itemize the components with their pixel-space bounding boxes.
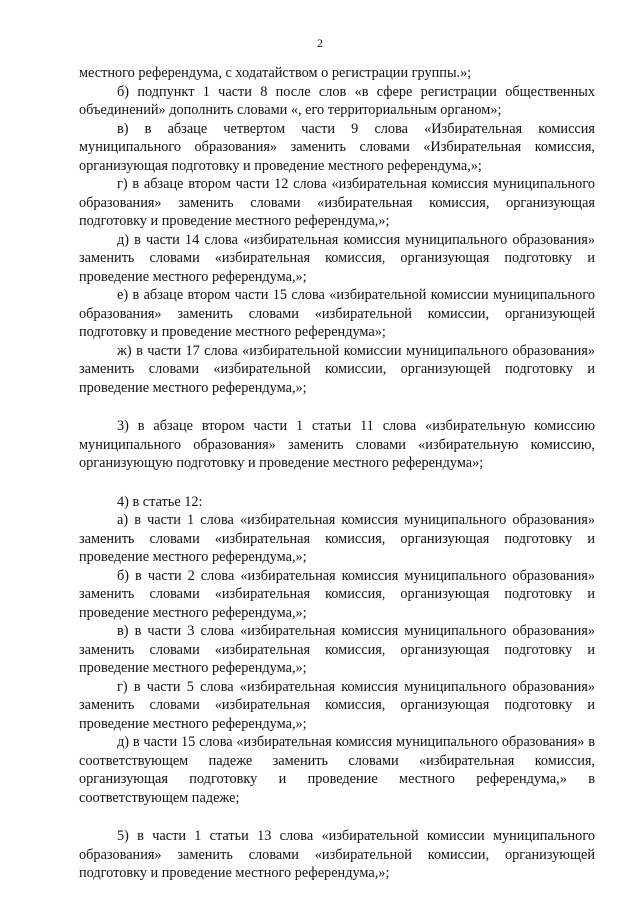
paragraph: д) в части 15 слова «избирательная комиссия муниципального образования» в соответствующем падеже заменить словами «избирательная комиссия, организующая подготовку и проведение местного референдума,» в соответствующем падеже; <box>79 734 595 806</box>
paragraph: б) в части 2 слова «избирательная комиссия муниципального образования» заменить словами «избирательная комиссия, организующая подготовку и проведение местного референдума,»; <box>79 567 595 621</box>
paragraph: 3) в абзаце втором части 1 статьи 11 слова «избирательную комиссию муниципального образования» заменить словами «избирательную комиссию, организующую подготовку и проведение местного референдума»; <box>79 418 595 471</box>
paragraph: а) в части 1 слова «избирательная комиссия муниципального образования» заменить словами «избирательная комиссия, организующая подготовку и проведение местного референдума,»; <box>79 512 595 565</box>
paragraph: местного референдума, с ходатайством о регистрации группы.»; <box>79 65 472 81</box>
page-number: 2 <box>317 36 323 50</box>
paragraph: 5) в части 1 статьи 13 слова «избирательной комиссии муниципального образования» заменить словами «избирательной комиссии, организующей подготовку и проведение местного референдума,»; <box>79 828 595 881</box>
paragraph: д) в части 14 слова «избирательная комиссия муниципального образования» заменить словами «избирательная комиссия, организующая подготовку и проведение местного референдума,»; <box>79 231 595 285</box>
paragraph: г) в части 5 слова «избирательная комиссия муниципального образования» заменить словами «избирательная комиссия, организующая подготовку и проведение местного референдума,»; <box>79 678 595 732</box>
paragraph: е) в абзаце втором части 15 слова «избирательной комиссии муниципального образования» заменить словами «избирательной комиссии, организующей подготовку и проведение местного референдума»; <box>79 287 595 340</box>
paragraph: в) в части 3 слова «избирательная комиссия муниципального образования» заменить словами «избирательная комиссия, организующая подготовку и проведение местного референдума,»; <box>79 623 595 676</box>
paragraph: 4) в статье 12: <box>117 493 203 510</box>
paragraph: г) в абзаце втором части 12 слова «избирательная комиссия муниципального образования» заменить словами «избирательная комиссия, организующая подготовку и проведение местного референдума,»; <box>79 176 595 229</box>
paragraph: в) в абзаце четвертом части 9 слова «Избирательная комиссия муниципального образования» заменить словами «Избирательная комиссия, организующая подготовку и проведение местного референдума,»; <box>79 120 595 174</box>
document-body <box>79 64 595 883</box>
paragraph: б) подпункт 1 части 8 после слов «в сфере регистрации общественных объединений» дополнить словами «, его территориальным органом»; <box>79 83 595 118</box>
paragraph: ж) в части 17 слова «избирательной комиссии муниципального образования» заменить словами «избирательной комиссии, организующей подготовку и проведение местного референдума,»; <box>79 342 595 396</box>
